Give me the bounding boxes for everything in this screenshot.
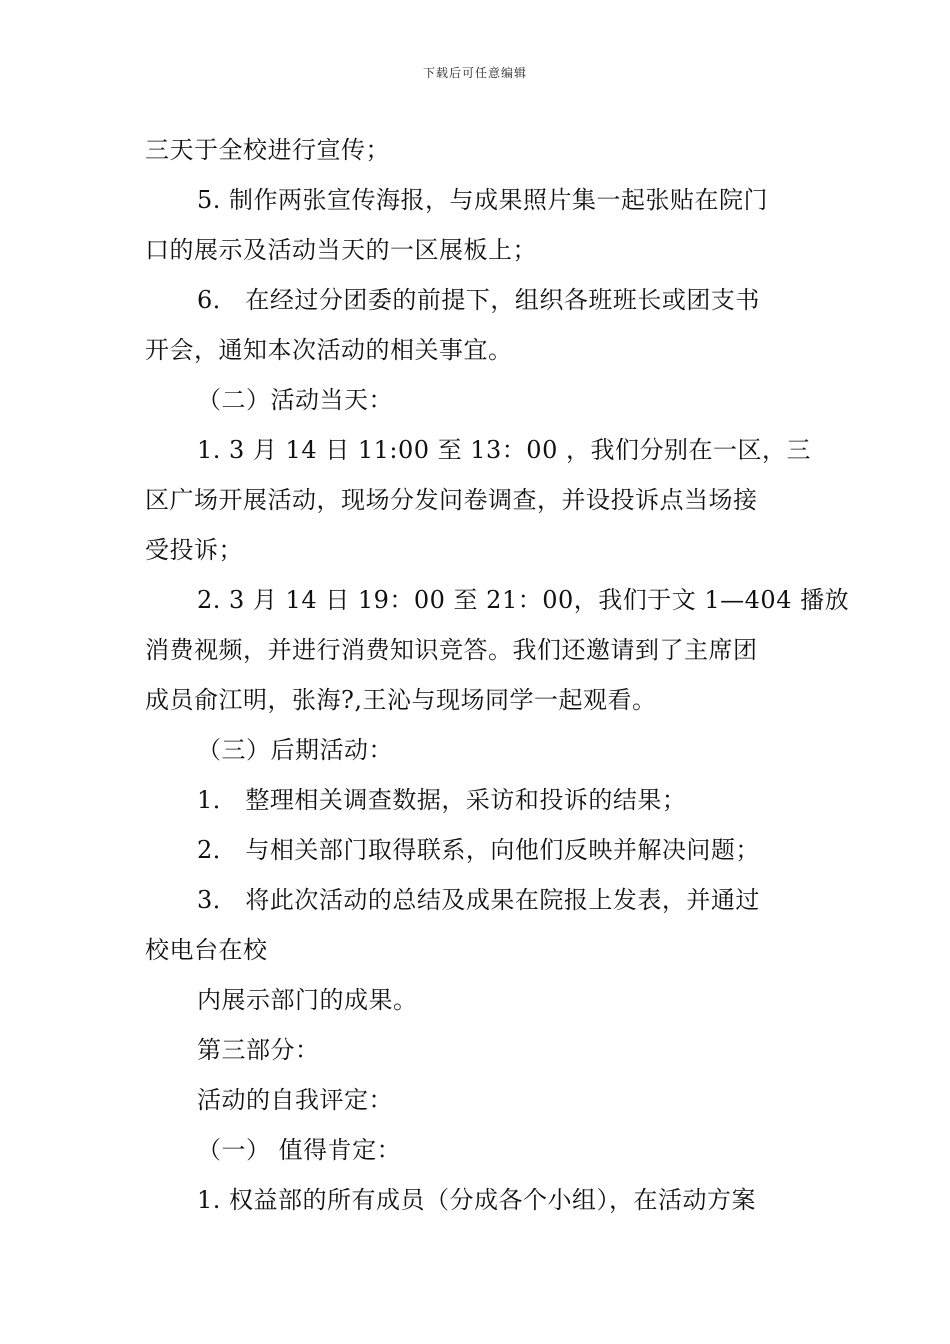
text-line: 三天于全校进行宣传；	[145, 136, 390, 164]
section-heading: 活动的自我评定：	[197, 1086, 393, 1114]
text-line: 受投诉；	[145, 536, 243, 564]
page-header: 下载后可任意编辑	[422, 66, 527, 80]
text-line: 消费视频，并进行消费知识竞答。我们还邀请到了主席团	[145, 636, 758, 664]
text-line: 2. 3 月 14 日 19：00 至 21：00，我们于文 1—404 播放	[197, 586, 850, 614]
text-line: 6． 在经过分团委的前提下，组织各班班长或团支书	[197, 286, 760, 314]
text-line: 1. 3 月 14 日 11:00 至 13：00 ，我们分别在一区，三	[197, 436, 811, 464]
section-heading: 第三部分：	[197, 1036, 320, 1064]
text-line: 2． 与相关部门取得联系，向他们反映并解决问题；	[197, 836, 760, 864]
text-line: 校电台在校	[145, 936, 268, 964]
section-heading: （二）活动当天：	[197, 386, 393, 414]
section-heading: （一） 值得肯定：	[197, 1136, 402, 1164]
text-line: 1. 权益部的所有成员（分成各个小组），在活动方案	[197, 1186, 757, 1214]
text-line: 开会，通知本次活动的相关事宜。	[145, 336, 513, 364]
text-line: 口的展示及活动当天的一区展板上；	[145, 236, 537, 264]
section-heading: （三）后期活动：	[197, 736, 393, 764]
text-line: 成员俞江明，张海?,王沁与现场同学一起观看。	[145, 686, 657, 714]
text-line: 1． 整理相关调查数据，采访和投诉的结果；	[197, 786, 687, 814]
text-line: 3． 将此次活动的总结及成果在院报上发表，并通过	[197, 886, 760, 914]
text-line: 5. 制作两张宣传海报，与成果照片集一起张贴在院门	[197, 186, 769, 214]
text-line: 区广场开展活动，现场分发问卷调查，并设投诉点当场接	[145, 486, 758, 514]
text-line: 内展示部门的成果。	[197, 986, 418, 1014]
